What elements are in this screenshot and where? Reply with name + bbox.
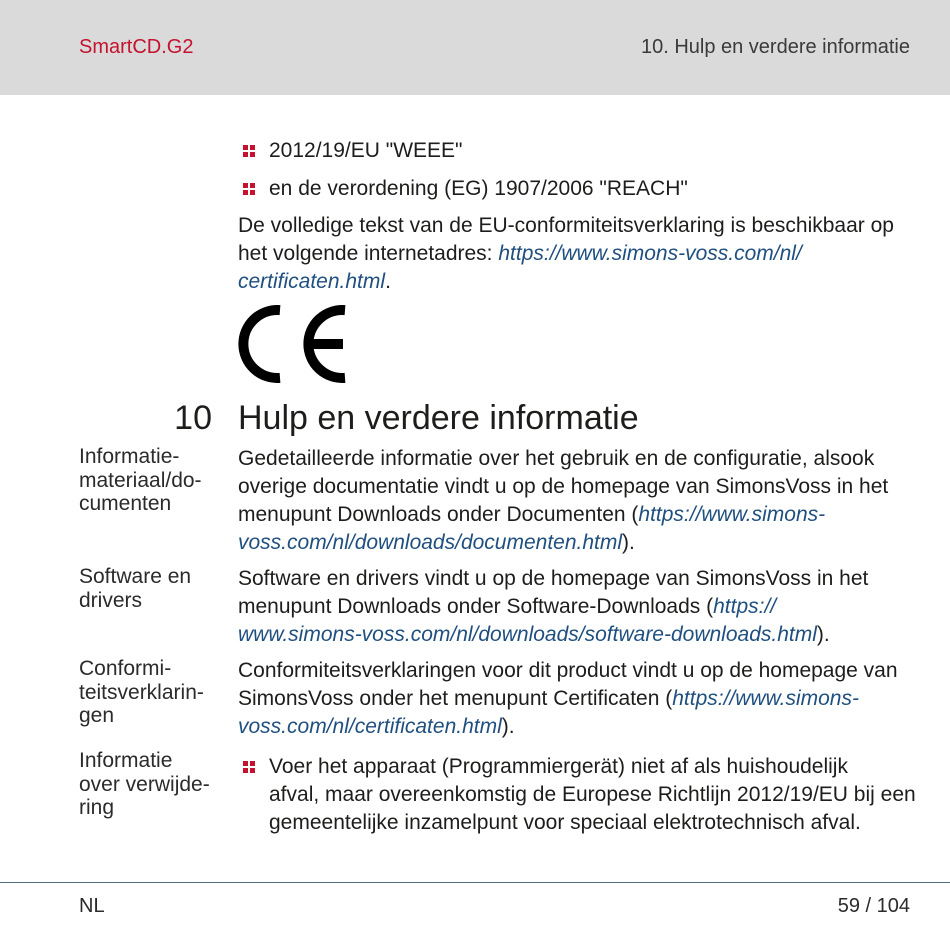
topic-label	[79, 565, 191, 612]
section-title: Hulp en verdere informatie	[238, 399, 639, 437]
topic-label-line: ring	[79, 796, 115, 819]
ce-mark-logo	[238, 305, 346, 383]
topic-body	[238, 657, 898, 741]
url-link[interactable]: https://www.simons-	[638, 503, 826, 526]
topic-label-line: teitsverklarin-	[79, 680, 204, 704]
intro-paragraph	[238, 212, 894, 296]
topic-label	[79, 657, 204, 728]
text-line	[238, 445, 888, 473]
text-line	[238, 657, 898, 685]
text-line	[238, 621, 868, 649]
url-link[interactable]: https://www.simons-voss.com/nl/	[498, 242, 802, 265]
bullet-item	[238, 175, 928, 203]
text-line	[269, 753, 916, 781]
text-line	[269, 809, 916, 837]
body-text: Software en drivers vindt u op de homepage van SimonsVoss in het	[238, 567, 869, 590]
body-text: overige documentatie vindt u op de homepage van SimonsVoss in het	[238, 475, 889, 498]
topic-text	[238, 657, 898, 741]
bullet-list	[238, 137, 928, 213]
page-header	[0, 0, 950, 95]
bullet-icon	[243, 145, 255, 157]
body-text: ).	[622, 531, 635, 554]
bullet-icon	[243, 183, 255, 195]
bullet-text	[269, 753, 916, 837]
url-link[interactable]: voss.com/nl/downloads/documenten.html	[238, 531, 623, 554]
body-text: ).	[816, 623, 830, 646]
topic-label-line: over verwijde-	[79, 772, 210, 796]
topic-body	[238, 445, 888, 557]
text-line	[269, 781, 916, 809]
text-line	[238, 685, 898, 713]
topic-body	[238, 565, 868, 649]
url-link[interactable]: https://	[713, 595, 777, 618]
topic-label-line: cumenten	[79, 492, 172, 515]
topic-label-line: Informatie-	[79, 445, 180, 468]
body-text: Voer het apparaat (Programmiergerät) niet af als huishoudelijk	[269, 755, 848, 778]
section-number: 10	[174, 399, 212, 437]
topic-label-line: materiaal/do-	[79, 468, 202, 492]
topic-body	[238, 753, 916, 837]
body-text: De volledige tekst van de EU-conformiteitsverklaring is beschikbaar op	[238, 214, 894, 237]
text-line	[238, 268, 894, 296]
topic-text	[238, 565, 868, 649]
text-line	[238, 473, 888, 501]
url-link[interactable]: www.simons-voss.com/nl/downloads/software-downloads.html	[238, 623, 817, 646]
topic-label-line: Informatie	[79, 749, 173, 772]
topic-label-line: Conformi-	[79, 657, 172, 680]
body-text: gemeentelijke inzamelpunt voor speciaal elektrotechnisch afval.	[269, 811, 861, 834]
url-link[interactable]: certificaten.html	[238, 270, 386, 293]
body-text: ).	[501, 715, 515, 738]
body-text: .	[385, 270, 391, 293]
bullet-item	[238, 137, 928, 165]
topic-label	[79, 445, 202, 516]
body-text: menupunt Downloads onder Documenten (	[238, 503, 639, 526]
topic-text	[238, 445, 888, 557]
footer-divider	[0, 882, 950, 883]
url-link[interactable]: voss.com/nl/certificaten.html	[238, 715, 502, 738]
text-line	[238, 501, 888, 529]
text-line	[238, 713, 898, 741]
topic-label-line: drivers	[79, 588, 143, 612]
bullet-icon	[243, 761, 255, 773]
text-line	[238, 529, 888, 557]
chapter-title: 10. Hulp en verdere informatie	[640, 36, 910, 58]
bullet-text: 2012/19/EU "WEEE"	[269, 139, 463, 162]
topic-label	[79, 749, 210, 820]
body-text: Conformiteitsverklaringen voor dit product vindt u op de homepage van	[238, 659, 898, 682]
footer-language: NL	[79, 895, 105, 917]
text-line	[238, 212, 894, 240]
page-number: 59 / 104	[837, 895, 910, 917]
body-text: afval, maar overeenkomstig de Europese Richtlijn 2012/19/EU bij een	[269, 783, 916, 806]
topic-label-line: Software en	[79, 565, 192, 588]
text-line	[238, 565, 868, 593]
body-text: SimonsVoss onder het menupunt Certificaten (	[238, 687, 673, 710]
bullet-text: en de verordening (EG) 1907/2006 "REACH"	[269, 177, 688, 200]
text-line	[238, 593, 868, 621]
product-name: SmartCD.G2	[79, 36, 194, 58]
topic-label-line: gen	[79, 704, 115, 727]
body-text: menupunt Downloads onder Software-Downloads (	[238, 595, 714, 618]
body-text: het volgende internetadres:	[238, 242, 499, 265]
body-text: Gedetailleerde informatie over het gebruik en de configuratie, alsook	[238, 447, 875, 470]
text-line	[238, 240, 894, 268]
url-link[interactable]: https://www.simons-	[672, 687, 859, 710]
